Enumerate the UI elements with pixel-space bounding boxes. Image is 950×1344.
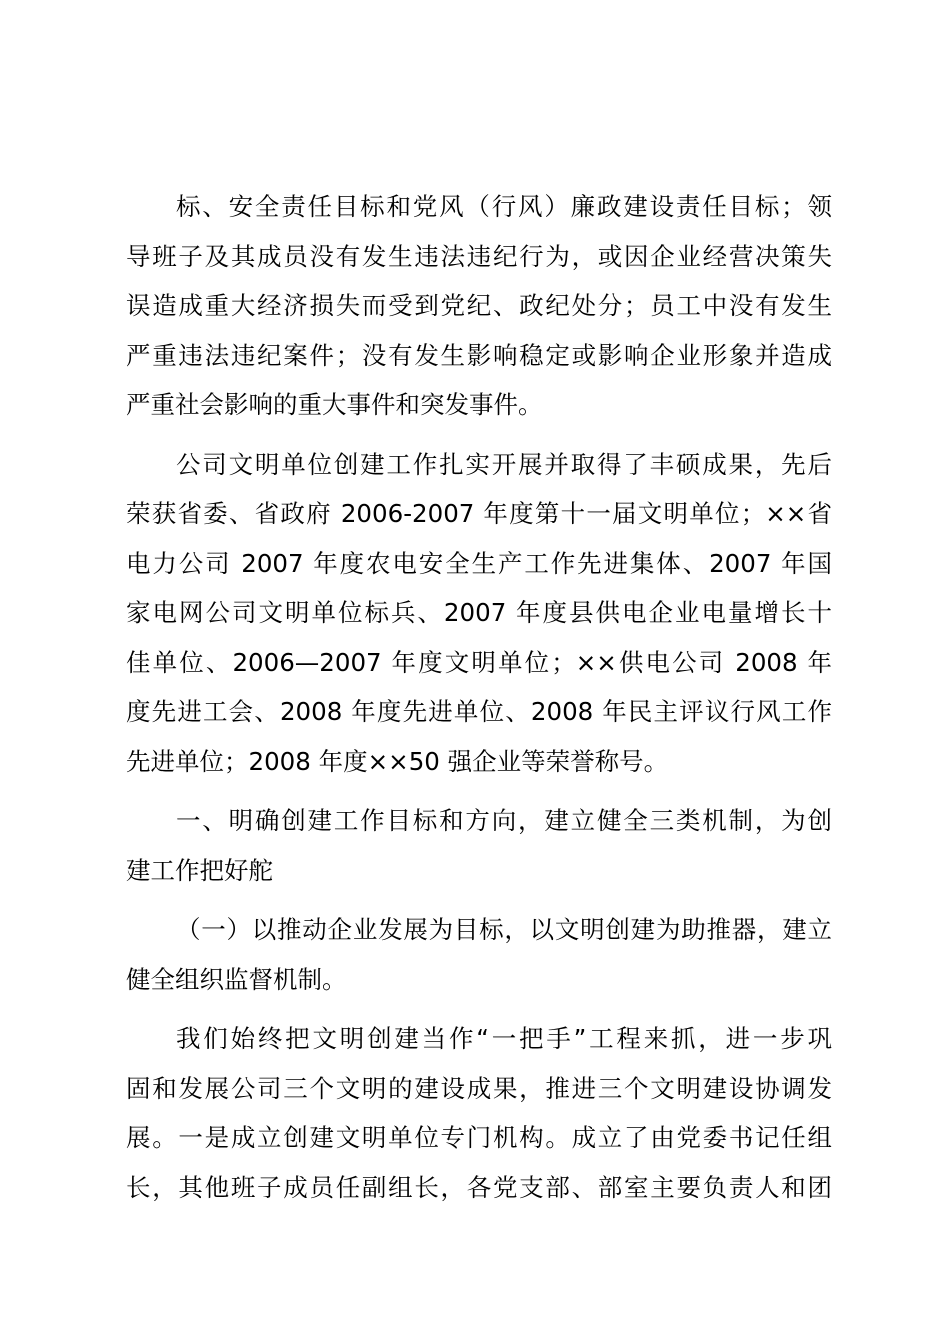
text-line: 导班子及其成员没有发生违法违纪行为，或因企业经营决策失 xyxy=(126,241,832,271)
document-body xyxy=(126,182,832,1222)
text-line: 公司文明单位创建工作扎实开展并取得了丰硕成果，先后 xyxy=(176,449,832,479)
paragraph-responsibility-goals xyxy=(126,182,832,430)
text-line: （一）以推动企业发展为目标，以文明创建为助推器，建立 xyxy=(176,915,832,944)
paragraph-honors xyxy=(126,440,832,787)
text-line: 电力公司 2007 年度农电安全生产工作先进集体、2007 年国 xyxy=(126,548,832,578)
text-line: 先进单位；2008 年度××50 强企业等荣誉称号。 xyxy=(126,746,669,776)
text-line: 严重违法违纪案件；没有发生影响稳定或影响企业形象并造成 xyxy=(126,340,832,370)
text-line: 一、明确创建工作目标和方向，建立健全三类机制，为创 xyxy=(176,806,832,835)
subsection-heading-1 xyxy=(126,905,832,1004)
text-line: 长，其他班子成员任副组长，各党支部、部室主要负责人和团 xyxy=(126,1172,832,1202)
text-line: 严重社会影响的重大事件和突发事件。 xyxy=(126,390,543,419)
paragraph-organization xyxy=(126,1014,832,1212)
text-line: 展。一是成立创建文明单位专门机构。成立了由党委书记任组 xyxy=(126,1123,832,1152)
section-heading-1 xyxy=(126,796,832,895)
text-line: 误造成重大经济损失而受到党纪、政纪处分；员工中没有发生 xyxy=(126,291,832,320)
text-line: 健全组织监督机制。 xyxy=(126,964,347,994)
text-line: 家电网公司文明单位标兵、2007 年度县供电企业电量增长十 xyxy=(126,598,832,627)
text-line: 固和发展公司三个文明的建设成果，推进三个文明建设协调发 xyxy=(126,1073,832,1103)
text-line: 建工作把好舵 xyxy=(126,855,273,885)
text-line: 标、安全责任目标和党风（行风）廉政建设责任目标；领 xyxy=(176,192,832,221)
text-line: 荣获省委、省政府 2006-2007 年度第十一届文明单位；××省 xyxy=(126,499,832,528)
text-line: 佳单位、2006—2007 年度文明单位；××供电公司 2008 年 xyxy=(126,647,832,677)
text-line: 度先进工会、2008 年度先进单位、2008 年民主评议行风工作 xyxy=(126,697,832,726)
text-line: 我们始终把文明创建当作“一把手”工程来抓，进一步巩 xyxy=(176,1024,832,1053)
